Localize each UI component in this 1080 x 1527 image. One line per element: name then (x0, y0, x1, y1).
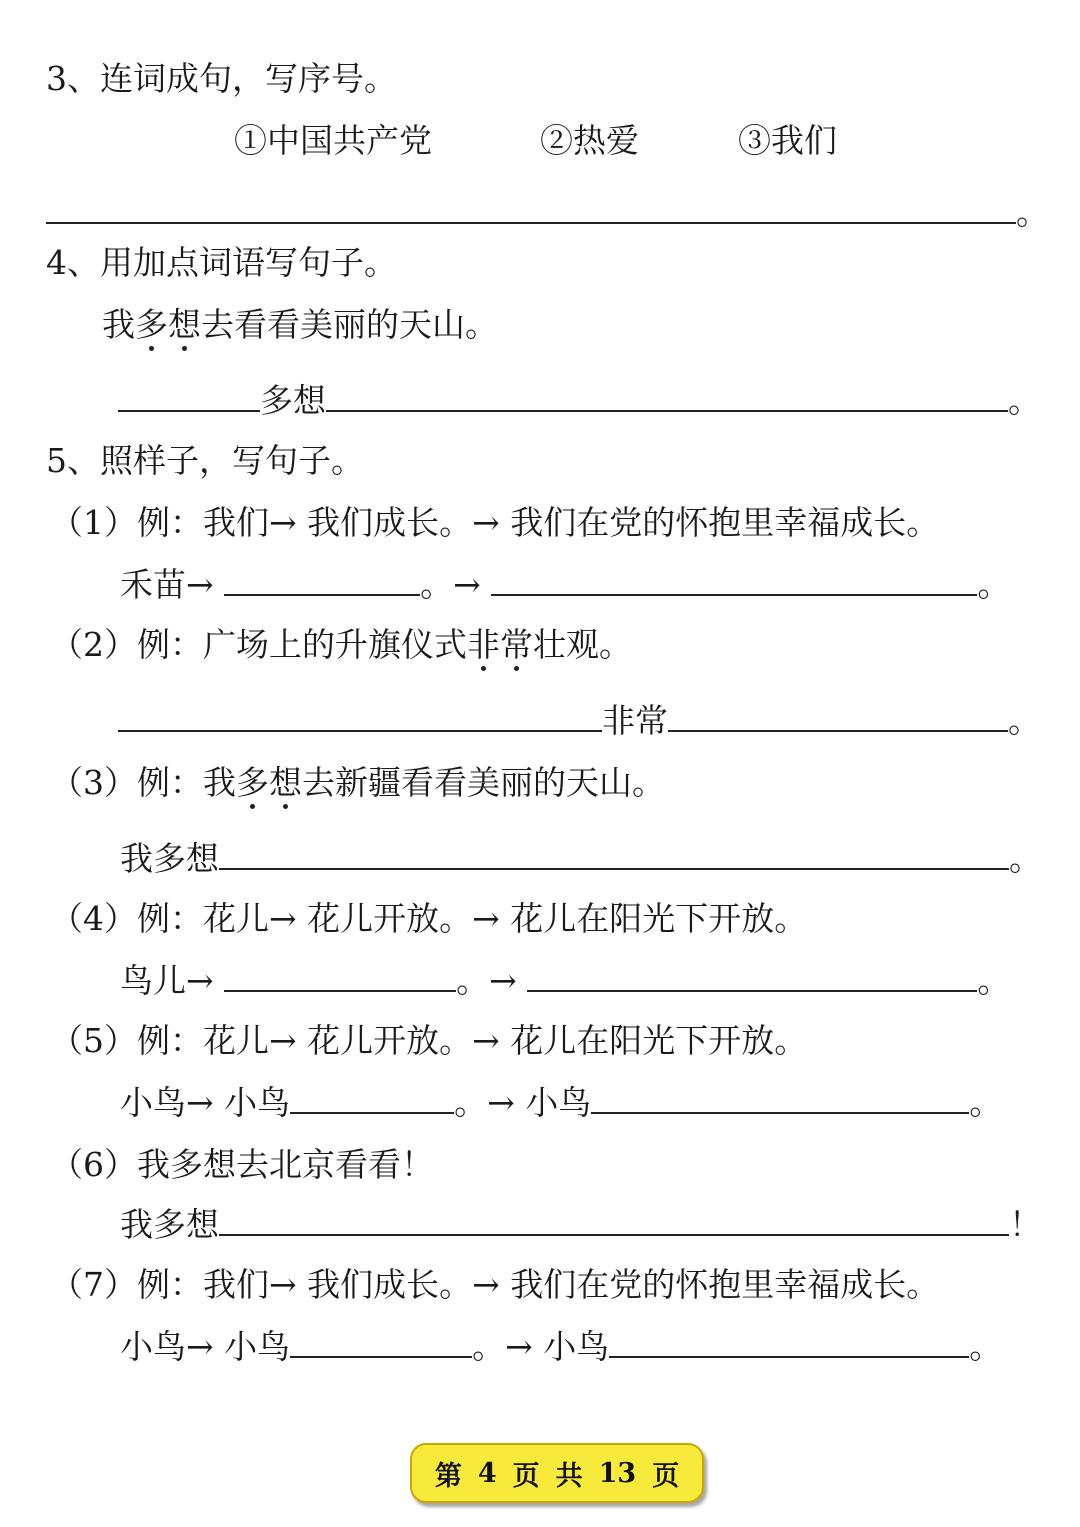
q5-2-blank-1[interactable] (118, 729, 602, 732)
q5-1-blank-1[interactable] (224, 593, 420, 596)
q5-2-blank-2[interactable] (668, 729, 1008, 732)
q5-7-blank-2[interactable] (609, 1355, 969, 1358)
q5-title: 5、照样子，写句子。 (46, 441, 364, 480)
dot-marked-char: 常 (500, 625, 533, 664)
q5-5-blank-2[interactable] (591, 1111, 969, 1114)
q5-3-answer-line[interactable]: 我多想 。 (120, 839, 1042, 878)
q4-end: 。 (1008, 381, 1041, 420)
q5-1-blank-2[interactable] (491, 593, 977, 596)
q5-2-example: （2）例：广场上的升旗仪式非常壮观。 (50, 625, 632, 664)
q5-3-blank[interactable] (219, 867, 1009, 870)
dot-marked-char: 想 (269, 763, 302, 802)
q4-title: 4、用加点词语写句子。 (46, 243, 397, 282)
q3-item-1: ①中国共产党 (234, 121, 432, 160)
q3-end: 。 (1016, 193, 1049, 232)
q3-title: 3、连词成句，写序号。 (46, 59, 397, 98)
q5-3-example: （3）例：我多想去新疆看看美丽的天山。 (50, 763, 665, 802)
page-indicator: 第 4 页 共 13 页 (410, 1443, 704, 1503)
q5-2-answer-line[interactable]: 非常 。 (118, 704, 1041, 737)
total-pages: 13 (598, 1457, 637, 1489)
q5-6-blank[interactable] (219, 1233, 1009, 1236)
dot-marked-char: 多 (236, 763, 269, 802)
q3-blank[interactable] (46, 221, 1016, 224)
q5-5-blank-1[interactable] (290, 1111, 454, 1114)
q5-5-example: （5）例：花儿→ 花儿开放。→ 花儿在阳光下开放。 (50, 1021, 808, 1060)
q5-7-answer-line[interactable]: 小鸟→ 小鸟 。→ 小鸟 。 (120, 1327, 1003, 1366)
q5-4-blank-2[interactable] (527, 989, 977, 992)
q5-6-answer-line[interactable]: 我多想 ！ (120, 1205, 1042, 1244)
q3-answer-line[interactable] (46, 193, 1049, 232)
dot-marked-char: 多 (135, 305, 168, 344)
q3-item-3: ③我们 (738, 121, 837, 160)
q5-7-blank-1[interactable] (290, 1355, 472, 1358)
q4-fill-word: 多想 (260, 381, 326, 420)
q4-answer-line[interactable] (118, 381, 1041, 420)
q5-4-answer-line[interactable]: 鸟儿→ 。→ 。 (120, 961, 1011, 1000)
dot-marked-char: 想 (168, 305, 201, 344)
q5-1-example: （1）例：我们→ 我们成长。→ 我们在党的怀抱里幸福成长。 (50, 503, 940, 542)
q3-item-2: ②热爱 (540, 121, 639, 160)
q5-4-blank-1[interactable] (224, 989, 456, 992)
q5-5-answer-line[interactable]: 小鸟→ 小鸟 。→ 小鸟 。 (120, 1083, 1003, 1122)
q5-1-answer-line[interactable]: 禾苗→ 。→ 。 (120, 565, 1011, 604)
dot-marked-char: 非 (467, 625, 500, 664)
q4-example: 我多想去看看美丽的天山。 (102, 305, 498, 344)
current-page: 4 (477, 1457, 497, 1489)
q4-blank-1[interactable] (118, 409, 260, 412)
q5-7-example: （7）例：我们→ 我们成长。→ 我们在党的怀抱里幸福成长。 (50, 1265, 940, 1304)
q4-blank-2[interactable] (326, 409, 1008, 412)
q5-6-example: （6）我多想去北京看看！ (50, 1145, 434, 1184)
q5-4-example: （4）例：花儿→ 花儿开放。→ 花儿在阳光下开放。 (50, 899, 808, 938)
